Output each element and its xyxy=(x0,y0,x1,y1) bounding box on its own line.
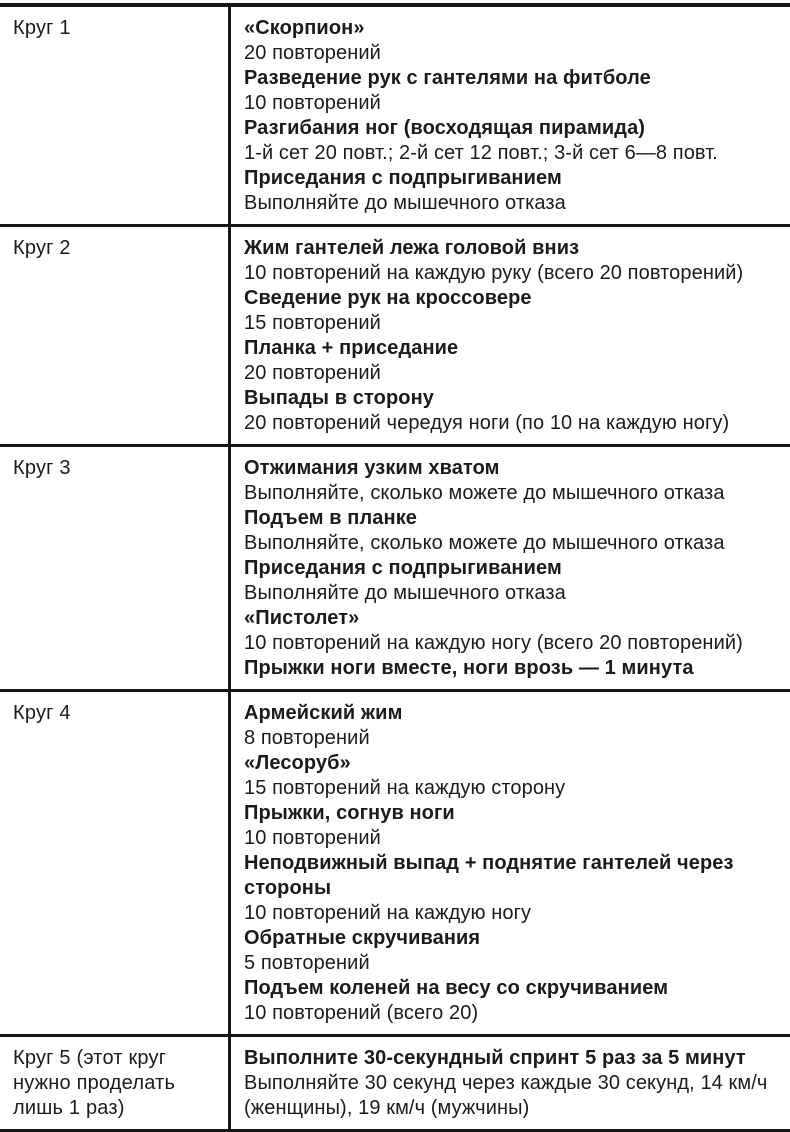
circuit-cell: Круг 2 xyxy=(0,226,230,446)
exercise-detail: 8 повторений xyxy=(244,726,782,751)
exercise-name: Подъем коленей на весу со скручиванием xyxy=(244,976,782,1001)
exercise-cell xyxy=(230,691,790,1036)
exercise-name: «Скорпион» xyxy=(244,16,782,41)
exercise-detail: 20 повторений чередуя ноги (по 10 на каждую ногу) xyxy=(244,411,782,436)
exercise-detail: Выполняйте до мышечного отказа xyxy=(244,191,782,216)
exercise-name: Сведение рук на кроссовере xyxy=(244,286,782,311)
exercise-detail: Выполняйте, сколько можете до мышечного отказа xyxy=(244,481,782,506)
table-row xyxy=(0,446,790,691)
exercise-name: Отжимания узким хватом xyxy=(244,456,782,481)
exercise-detail: 10 повторений xyxy=(244,826,782,851)
exercise-detail: 10 повторений на каждую руку (всего 20 повторений) xyxy=(244,261,782,286)
circuit-cell: Круг 4 xyxy=(0,691,230,1036)
exercise-detail: 15 повторений на каждую сторону xyxy=(244,776,782,801)
table-row xyxy=(0,226,790,446)
exercise-detail: 1-й сет 20 повт.; 2-й сет 12 повт.; 3-й сет 6—8 повт. xyxy=(244,141,782,166)
exercise-detail: 10 повторений (всего 20) xyxy=(244,1001,782,1026)
circuit-cell: Круг 5 (этот круг нужно проделать лишь 1 раз) xyxy=(0,1036,230,1131)
exercise-name: Обратные скручивания xyxy=(244,926,782,951)
circuit-cell: Круг 3 xyxy=(0,446,230,691)
exercise-detail: 10 повторений на каждую ногу (всего 20 повторений) xyxy=(244,631,782,656)
circuit-cell: Круг 1 xyxy=(0,5,230,226)
exercise-name: Приседания с подпрыгиванием xyxy=(244,166,782,191)
exercise-name: Прыжки, согнув ноги xyxy=(244,801,782,826)
exercise-cell xyxy=(230,446,790,691)
workout-table-body xyxy=(0,5,790,1131)
exercise-name: Подъем в планке xyxy=(244,506,782,531)
table-row xyxy=(0,691,790,1036)
exercise-name: Прыжки ноги вместе, ноги врозь — 1 минута xyxy=(244,656,782,681)
exercise-cell xyxy=(230,5,790,226)
exercise-name: Армейский жим xyxy=(244,701,782,726)
exercise-detail: 15 повторений xyxy=(244,311,782,336)
exercise-detail: Выполняйте до мышечного отказа xyxy=(244,581,782,606)
exercise-name: Приседания с подпрыгиванием xyxy=(244,556,782,581)
exercise-name: Разгибания ног (восходящая пирамида) xyxy=(244,116,782,141)
exercise-name: Разведение рук с гантелями на фитболе xyxy=(244,66,782,91)
exercise-name: Выпады в сторону xyxy=(244,386,782,411)
exercise-detail: 10 повторений на каждую ногу xyxy=(244,901,782,926)
exercise-detail: 5 повторений xyxy=(244,951,782,976)
exercise-detail: Выполняйте, сколько можете до мышечного отказа xyxy=(244,531,782,556)
exercise-name: Выполните 30-секундный спринт 5 раз за 5 минут xyxy=(244,1046,782,1071)
workout-table xyxy=(0,3,790,1132)
exercise-name: «Лесоруб» xyxy=(244,751,782,776)
exercise-name: Неподвижный выпад + поднятие гантелей через стороны xyxy=(244,851,782,901)
exercise-cell xyxy=(230,1036,790,1131)
exercise-detail: 10 повторений xyxy=(244,91,782,116)
exercise-cell xyxy=(230,226,790,446)
exercise-name: Жим гантелей лежа головой вниз xyxy=(244,236,782,261)
exercise-detail: 20 повторений xyxy=(244,41,782,66)
exercise-detail: Выполняйте 30 секунд через каждые 30 секунд, 14 км/ч (женщины), 19 км/ч (мужчины) xyxy=(244,1071,782,1121)
exercise-name: Планка + приседание xyxy=(244,336,782,361)
exercise-name: «Пистолет» xyxy=(244,606,782,631)
exercise-detail: 20 повторений xyxy=(244,361,782,386)
table-row xyxy=(0,5,790,226)
table-row xyxy=(0,1036,790,1131)
